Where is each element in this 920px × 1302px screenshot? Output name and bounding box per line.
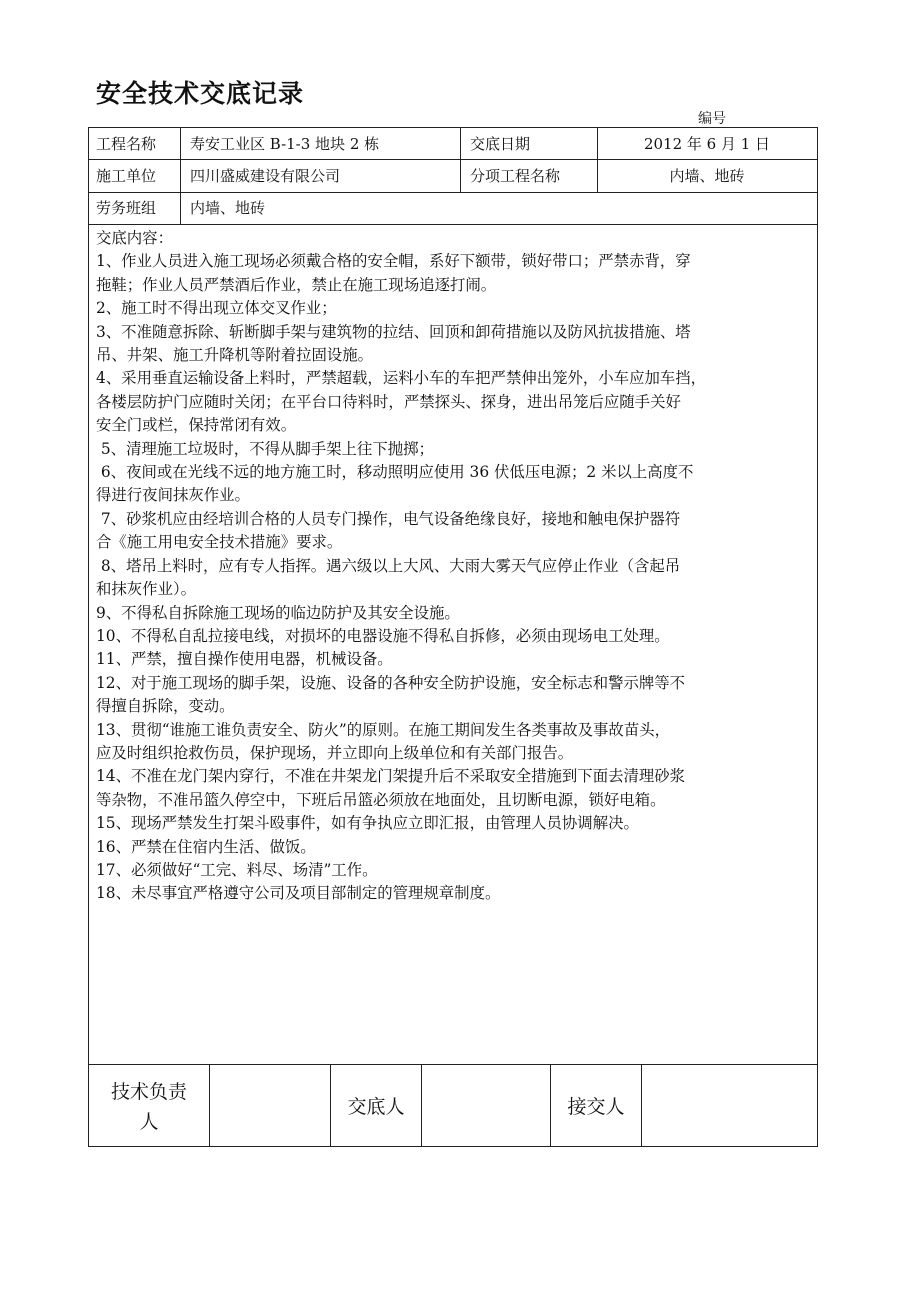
table-border-right bbox=[817, 127, 818, 1147]
disclosure-content bbox=[96, 227, 814, 906]
footer-col-divider bbox=[209, 1064, 210, 1146]
content-line: 各楼层防护门应随时关闭；在平台口待料时，严禁探头、探身，进出吊笼后应随手关好 bbox=[96, 392, 681, 411]
table-row-divider bbox=[88, 1064, 818, 1065]
labor-team-value: 内墙、地砖 bbox=[190, 199, 266, 217]
tech-lead-label-line-1: 技术负责 bbox=[110, 1081, 187, 1103]
table-row-divider bbox=[88, 192, 818, 193]
content-line: 吊、井架、施工升降机等附着拉固设施。 bbox=[96, 346, 374, 365]
content-line: 得进行夜间抹灰作业。 bbox=[96, 486, 250, 505]
table-col-divider bbox=[460, 127, 461, 192]
content-line: 6、夜间或在光线不远的地方施工时，移动照明应使用 36 伏低压电源；2 米以上高度不 bbox=[96, 463, 694, 482]
content-line: 拖鞋；作业人员严禁酒后作业，禁止在施工现场追逐打闹。 bbox=[96, 275, 497, 294]
tech-lead-label bbox=[89, 1077, 209, 1137]
content-line: 18、未尽事宜严格遵守公司及项目部制定的管理规章制度。 bbox=[96, 884, 501, 903]
content-line: 10、不得私自乱拉接电线，对损坏的电器设施不得私自拆修，必须由现场电工处理。 bbox=[96, 626, 670, 645]
serial-number-label: 编号 bbox=[698, 111, 726, 127]
content-line: 17、必须做好“工完、料尽、场清”工作。 bbox=[96, 860, 378, 879]
content-line: 12、对于施工现场的脚手架，设施、设备的各种安全防护设施，安全标志和警示牌等不 bbox=[96, 673, 686, 692]
content-line: 3、不准随意拆除、斩断脚手架与建筑物的拉结、回顶和卸荷措施以及防风抗拔措施、塔 bbox=[96, 322, 691, 341]
content-line: 应及时组织抢救伤员，保护现场，并立即向上级单位和有关部门报告。 bbox=[96, 743, 574, 762]
content-line: 13、贯彻“谁施工谁负责安全、防火”的原则。在施工期间发生各类事故及事故苗头， bbox=[96, 720, 670, 739]
content-line: 11、严禁，擅自操作使用电器，机械设备。 bbox=[96, 650, 393, 669]
content-line: 得擅自拆除，变动。 bbox=[96, 697, 235, 716]
project-name-value: 寿安工业区 B-1-3 地块 2 栋 bbox=[190, 135, 380, 153]
project-name-label: 工程名称 bbox=[96, 135, 157, 153]
discloser-label: 交底人 bbox=[347, 1096, 405, 1118]
table-border-left bbox=[88, 127, 89, 1147]
content-line: 1、作业人员进入施工现场必须戴合格的安全帽，系好下额带，锁好带口；严禁赤背，穿 bbox=[96, 252, 691, 271]
content-line: 合《施工用电安全技术措施》要求。 bbox=[96, 533, 343, 552]
contractor-value: 四川盛威建设有限公司 bbox=[190, 167, 341, 185]
subproject-label: 分项工程名称 bbox=[470, 167, 561, 185]
footer-col-divider bbox=[421, 1064, 422, 1146]
table-row-divider bbox=[88, 159, 818, 160]
content-line: 9、不得私自拆除施工现场的临边防护及其安全设施。 bbox=[96, 603, 460, 622]
disclosure-date-value: 2012 年 6 月 1 日 bbox=[643, 135, 771, 153]
content-line: 安全门或栏，保持常闭有效。 bbox=[96, 416, 297, 435]
table-border-bottom bbox=[88, 1146, 818, 1147]
labor-team-label: 劳务班组 bbox=[96, 199, 157, 217]
content-line: 4、采用垂直运输设备上料时，严禁超载，运料小车的车把严禁伸出笼外，小车应加车挡， bbox=[96, 369, 707, 388]
content-line: 2、施工时不得出现立体交叉作业； bbox=[96, 299, 337, 318]
content-line: 等杂物，不准吊篮久停空中，下班后吊篮必须放在地面处，且切断电源，锁好电箱。 bbox=[96, 790, 666, 809]
content-line: 16、严禁在住宿内生活、做饭。 bbox=[96, 837, 316, 856]
receiver-label: 接交人 bbox=[567, 1096, 625, 1118]
content-heading: 交底内容： bbox=[96, 229, 173, 247]
tech-lead-label-line-2: 人 bbox=[139, 1111, 159, 1133]
content-line: 5、清理施工垃圾时，不得从脚手架上往下抛掷； bbox=[96, 439, 434, 458]
content-line: 8、塔吊上料时，应有专人指挥。遇六级以上大风、大雨大雾天气应停止作业（含起吊 bbox=[96, 556, 681, 575]
footer-col-divider bbox=[641, 1064, 642, 1146]
table-col-divider bbox=[180, 127, 181, 224]
content-line: 14、不准在龙门架内穿行，不准在井架龙门架提升后不采取安全措施到下面去清理砂浆 bbox=[96, 767, 686, 786]
content-line: 和抹灰作业）。 bbox=[96, 580, 197, 599]
disclosure-date-label: 交底日期 bbox=[470, 135, 531, 153]
content-line: 15、现场严禁发生打架斗殴事件，如有争执应立即汇报，由管理人员协调解决。 bbox=[96, 814, 639, 833]
contractor-label: 施工单位 bbox=[96, 167, 157, 185]
content-line: 7、砂浆机应由经培训合格的人员专门操作，电气设备绝缘良好，接地和触电保护器符 bbox=[96, 509, 681, 528]
table-border-top bbox=[88, 127, 818, 128]
table-row-divider bbox=[88, 224, 818, 225]
subproject-value: 内墙、地砖 bbox=[669, 167, 745, 185]
document-title: 安全技术交底记录 bbox=[96, 79, 305, 108]
